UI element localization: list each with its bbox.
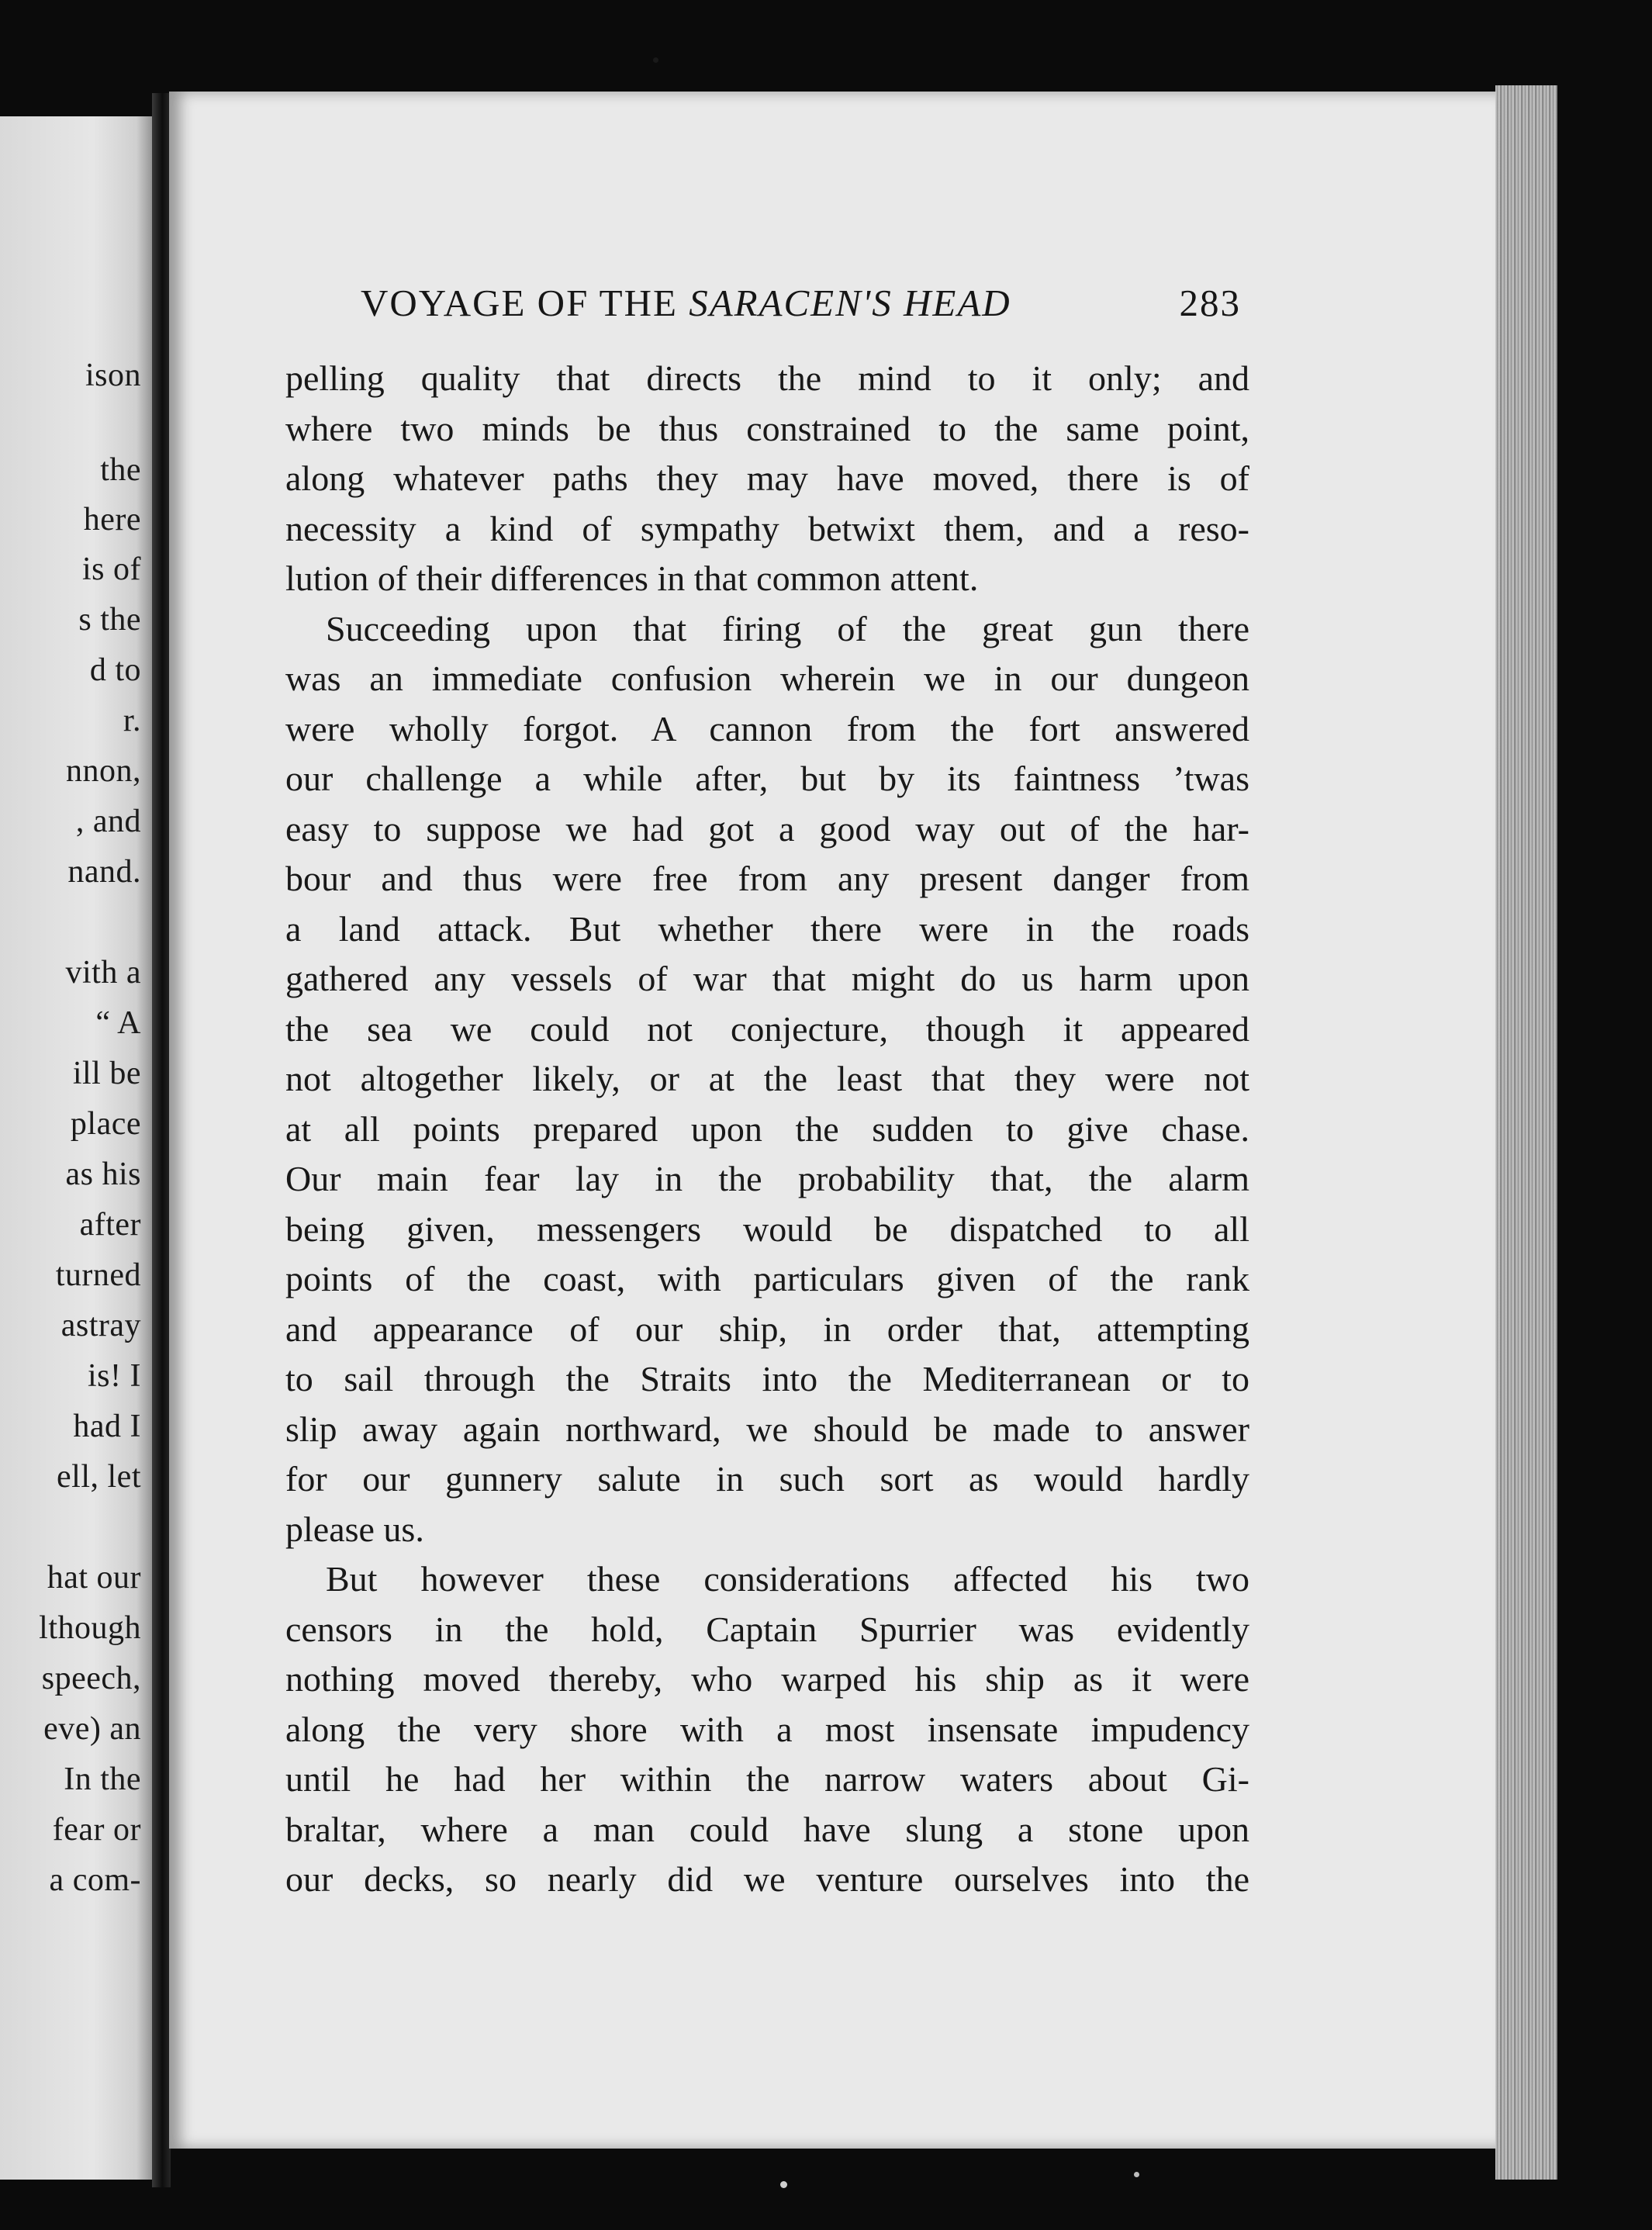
text-line: points of the coast, with particulars given of the rank: [285, 1259, 1249, 1298]
text-line: being given, messengers would be dispatched to all: [285, 1208, 1249, 1249]
running-head-title: VOYAGE OF THE: [361, 282, 689, 324]
left-line: s the: [78, 602, 141, 638]
left-line: eve) an: [43, 1711, 141, 1747]
text-line: where two minds be thus constrained to the same point,: [285, 408, 1249, 448]
text-line: lution of their differences in that common attent.: [285, 558, 979, 598]
left-line: is! I: [88, 1358, 141, 1394]
left-line: r.: [123, 703, 141, 738]
left-line: lthough: [39, 1610, 141, 1646]
left-line: speech,: [41, 1661, 141, 1696]
text-line: at all points prepared upon the sudden to give chase.: [285, 1108, 1249, 1149]
page-edges: [1495, 85, 1557, 2180]
left-line: a com-: [49, 1862, 141, 1898]
text-line: until he had her within the narrow waters about Gi-: [285, 1759, 1249, 1799]
left-page-fragment: [0, 116, 155, 2180]
left-line: fear or: [52, 1812, 141, 1848]
text-line: and appearance of our ship, in order that, attempting: [285, 1309, 1249, 1349]
scan-speck: [653, 57, 658, 63]
text-line: the sea we could not conjecture, though it appeared: [285, 1008, 1249, 1049]
scan-speck: [780, 2181, 787, 2188]
text-line: necessity a kind of sympathy betwixt them, and a reso-: [285, 508, 1249, 548]
text-line: braltar, where a man could have slung a stone upon: [285, 1809, 1249, 1849]
text-line: But however these considerations affected his two: [326, 1559, 1249, 1599]
text-line: our decks, so nearly did we venture ourselves into the: [285, 1859, 1249, 1899]
left-line: d to: [89, 652, 141, 688]
left-line: nand.: [67, 854, 141, 890]
left-line: “ A: [95, 1005, 141, 1041]
running-head-title-italic: SARACEN'S HEAD: [689, 282, 1011, 324]
text-line: easy to suppose we had got a good way out of the har-: [285, 808, 1249, 849]
text-line: bour and thus were free from any present danger from: [285, 859, 1249, 898]
left-line: nnon,: [66, 753, 141, 789]
text-line: our challenge a while after, but by its faintness ’twas: [285, 759, 1249, 798]
text-line: a land attack. But whether there were in the roads: [285, 908, 1249, 949]
left-line: the: [100, 452, 141, 488]
text-line: Our main fear lay in the probability that, the alarm: [285, 1159, 1249, 1198]
left-line: , and: [75, 804, 141, 839]
left-line: vith a: [65, 955, 141, 991]
text-line: slip away again northward, we should be made to answer: [285, 1409, 1249, 1449]
left-line: here: [83, 502, 141, 538]
left-line: ell, let: [57, 1459, 141, 1495]
left-line: In the: [64, 1762, 141, 1797]
left-line: ison: [85, 358, 141, 393]
text-line: to sail through the Straits into the Mediterranean or to: [285, 1359, 1249, 1399]
text-line: nothing moved thereby, who warped his ship as it were: [285, 1659, 1249, 1699]
left-line: after: [79, 1207, 141, 1243]
text-line: gathered any vessels of war that might do us harm upon: [285, 959, 1249, 998]
text-line: censors in the hold, Captain Spurrier was evidently: [285, 1609, 1249, 1649]
left-line: place: [70, 1106, 141, 1142]
text-line: Succeeding upon that firing of the great gun there: [326, 608, 1249, 648]
scan-speck: [1134, 2172, 1139, 2177]
text-line: was an immediate confusion wherein we in our dungeon: [285, 659, 1249, 698]
book-gutter: [152, 93, 171, 2187]
left-line: had I: [73, 1409, 141, 1444]
text-line: along the very shore with a most insensate impudency: [285, 1709, 1249, 1749]
left-line: astray: [60, 1308, 141, 1343]
body-text: [285, 354, 1249, 1905]
text-line: along whatever paths they may have moved, there is of: [285, 458, 1249, 498]
page-number: 283: [1179, 282, 1241, 324]
text-line: not altogether likely, or at the least that they were not: [285, 1059, 1249, 1098]
running-head: [361, 281, 1241, 325]
text-line: for our gunnery salute in such sort as would hardly: [285, 1459, 1249, 1499]
text-line: please us.: [285, 1509, 424, 1549]
left-line: turned: [55, 1257, 141, 1293]
left-line: hat our: [47, 1560, 141, 1596]
left-line: is of: [82, 551, 141, 587]
text-line: were wholly forgot. A cannon from the fort answered: [285, 708, 1249, 749]
left-line: ill be: [72, 1056, 141, 1091]
text-line: pelling quality that directs the mind to it only; and: [285, 358, 1249, 398]
left-line: as his: [65, 1156, 141, 1192]
